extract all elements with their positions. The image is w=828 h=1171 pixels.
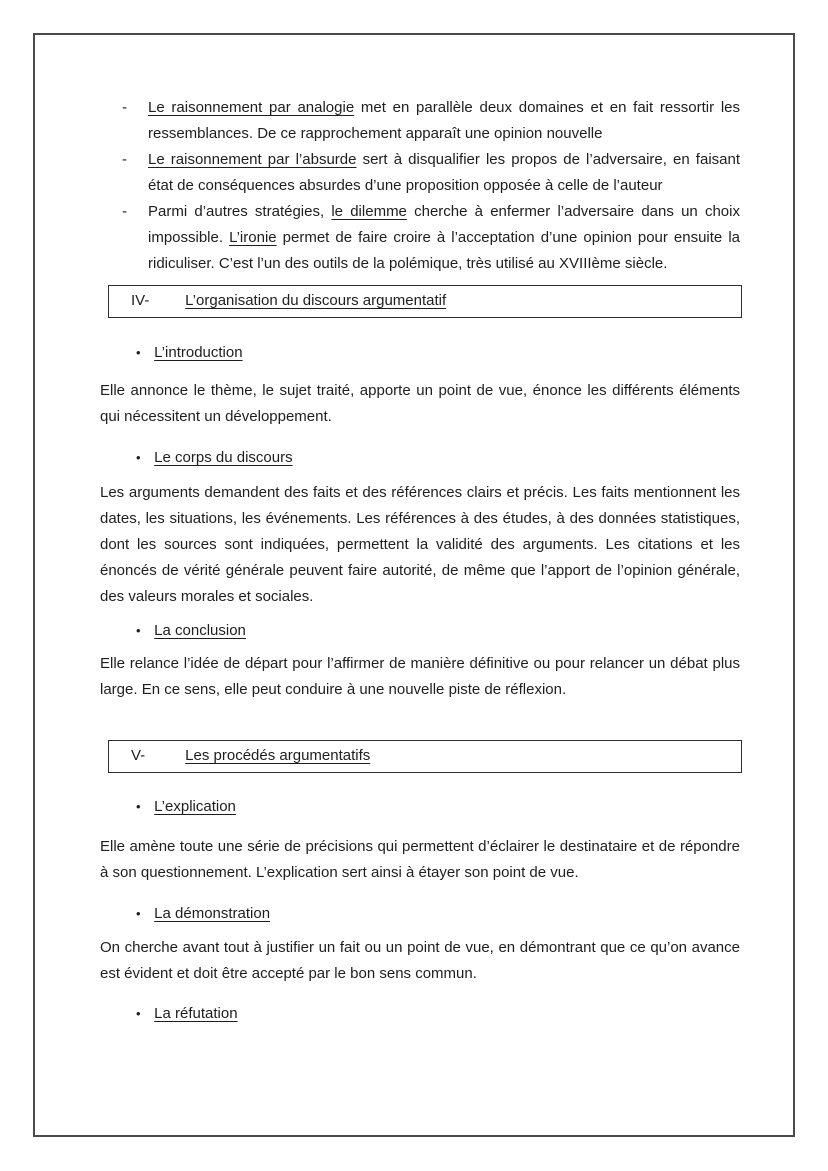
bullet-heading-label: L’introduction xyxy=(154,344,243,361)
list-item xyxy=(100,199,740,277)
bullet-dot-icon: • xyxy=(136,906,141,921)
dash-list xyxy=(100,95,740,277)
paragraph-explication: Elle amène toute une série de précisions qui permettent d’éclairer le destinataire et de répondre à son questionnement. L’explication sert ainsi à étayer son point de vue. xyxy=(100,838,740,881)
bullet-heading-conclusion xyxy=(100,618,740,644)
list-item-text: Le raisonnement par analogie met en parallèle deux domaines et en fait ressortir les ressemblances. De ce rapprochement apparaît une opinion nouvelle xyxy=(148,99,740,142)
bullet-heading-demonstration xyxy=(100,901,740,927)
bullet-heading-introduction xyxy=(100,340,740,366)
bullet-heading-explication xyxy=(100,794,740,820)
list-item-text: Le raisonnement par l’absurde sert à disqualifier les propos de l’adversaire, en faisant état de conséquences absurdes d’une proposition opposée à celle de l’auteur xyxy=(148,151,741,194)
section-title: L’organisation du discours argumentatif xyxy=(185,292,447,309)
paragraph-demonstration: On cherche avant tout à justifier un fait ou un point de vue, en démontrant que ce qu’on avance est évident et doit être accepté par le bon sens commun. xyxy=(100,939,740,982)
dash-bullet-icon: - xyxy=(122,99,127,116)
section-numeral: V- xyxy=(131,747,146,764)
bullet-heading-label: La démonstration xyxy=(154,905,271,922)
section-box-v xyxy=(108,740,742,773)
section-box-iv xyxy=(108,285,742,318)
bullet-heading-label: La conclusion xyxy=(154,622,246,639)
bullet-dot-icon: • xyxy=(136,1006,141,1021)
bullet-heading-refutation xyxy=(100,1001,740,1027)
dash-bullet-icon: - xyxy=(122,151,127,168)
bullet-heading-label: L’explication xyxy=(154,798,236,815)
paragraph-corps: Les arguments demandent des faits et des références clairs et précis. Les faits mentionnent les dates, les situations, les événements. Les références à des études, à des données statistiques, dont les sources sont indiquées, permettent la validité des arguments. Les citations et les énoncés de vérité générale peuvent faire autorité, de même que l’apport de l’opinion générale, des valeurs morales et sociales. xyxy=(100,484,740,605)
document-content xyxy=(100,0,740,1027)
list-item-text: Parmi d’autres stratégies, le dilemme cherche à enfermer l’adversaire dans un choix impossible. L’ironie permet de faire croire à l’acceptation d’une opinion pour ensuite la ridiculiser. C’est l’un des outils de la polémique, très utilisé au XVIIIème siècle. xyxy=(148,203,740,272)
section-numeral: IV- xyxy=(131,292,150,309)
bullet-heading-label: La réfutation xyxy=(154,1005,238,1022)
bullet-heading-corps xyxy=(100,445,740,471)
bullet-dot-icon: • xyxy=(136,450,141,465)
list-item xyxy=(100,147,740,199)
section-title: Les procédés argumentatifs xyxy=(185,747,371,764)
dash-bullet-icon: - xyxy=(122,203,127,220)
bullet-heading-label: Le corps du discours xyxy=(154,449,293,466)
bullet-dot-icon: • xyxy=(136,623,141,638)
bullet-dot-icon: • xyxy=(136,799,141,814)
paragraph-introduction: Elle annonce le thème, le sujet traité, apporte un point de vue, énonce les différents éléments qui nécessitent un développement. xyxy=(100,382,740,425)
paragraph-conclusion: Elle relance l’idée de départ pour l’affirmer de manière définitive ou pour relancer un débat plus large. En ce sens, elle peut conduire à une nouvelle piste de réflexion. xyxy=(100,655,740,698)
bullet-dot-icon: • xyxy=(136,345,141,360)
list-item xyxy=(100,95,740,147)
